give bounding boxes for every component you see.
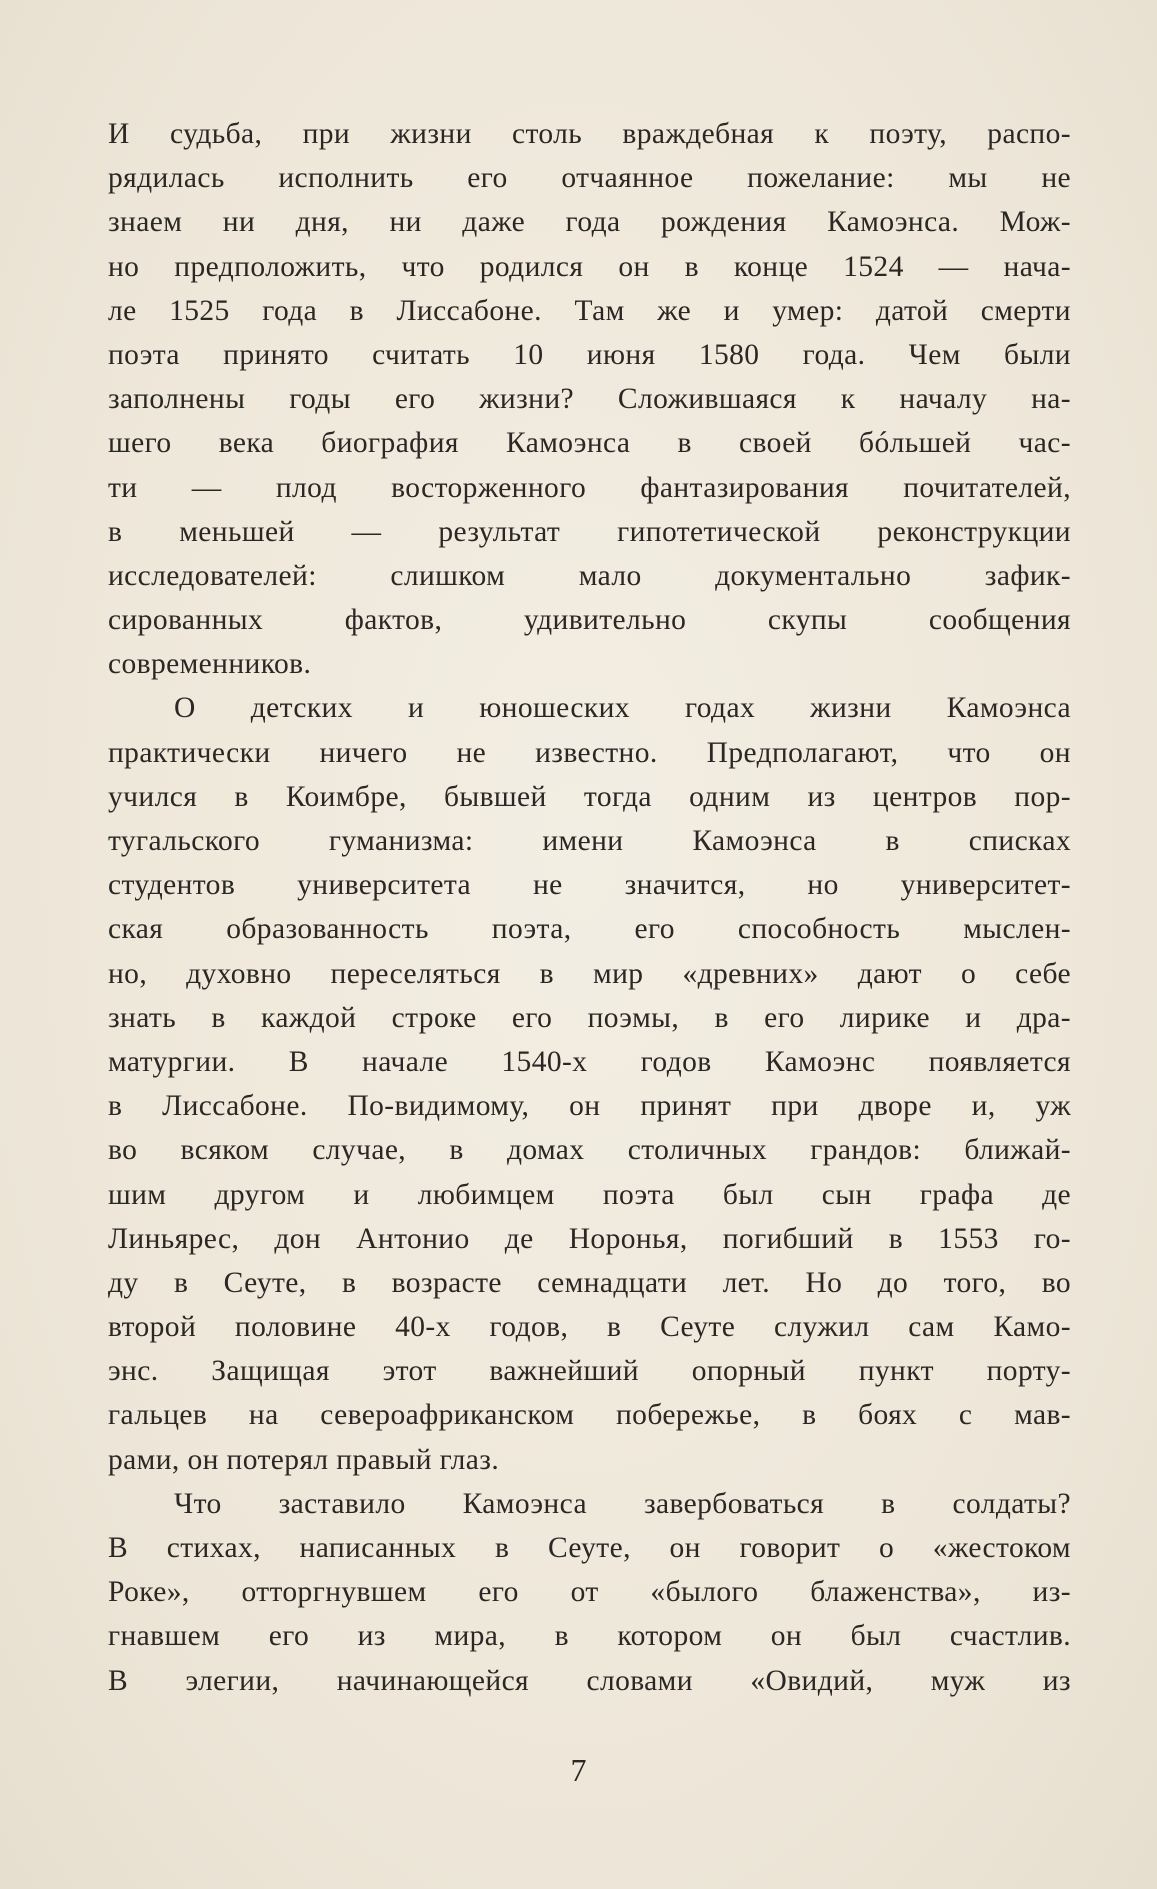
text-line: ле 1525 года в Лиссабоне. Там же и умер: датой смерти [108, 294, 1071, 327]
text-line: но предположить, что родился он в конце 1524 — нача- [108, 250, 1071, 283]
text-line: современников. [108, 648, 312, 681]
text-line: Что заставило Камоэнса завербоваться в солдаты? [174, 1487, 1071, 1520]
text-line: рядилась исполнить его отчаянное пожелание: мы не [108, 162, 1071, 195]
text-line: во всяком случае, в домах столичных грандов: ближай- [108, 1134, 1071, 1167]
paragraph-2 [108, 686, 1071, 1481]
text-line: но, духовно переселяться в мир «древних» дают о себе [108, 957, 1071, 990]
text-line: исследователей: слишком мало документально зафик- [108, 559, 1071, 592]
text-line: В стихах, написанных в Сеуте, он говорит о «жестоком [108, 1532, 1071, 1564]
text-line: матургии. В начале 1540-х годов Камоэнс появляется [108, 1045, 1071, 1078]
text-line: знаем ни дня, ни даже года рождения Камоэнса. Мож- [108, 206, 1071, 239]
text-line: Линьярес, дон Антонио де Норонья, погибший в 1553 го- [108, 1222, 1071, 1255]
text-line: ти — плод восторженного фантазирования почитателей, [108, 471, 1071, 504]
text-line: в меньшей — результат гипотетической реконструкции [108, 515, 1071, 548]
text-line: учился в Коимбре, бывшей тогда одним из центров пор- [108, 780, 1071, 813]
paragraph-1 [108, 112, 1071, 686]
text-line: практически ничего не известно. Предполагают, что он [108, 736, 1071, 769]
text-line: О детских и юношеских годах жизни Камоэнса [174, 692, 1071, 725]
text-line: шего века биография Камоэнса в своей бóльшей час- [108, 427, 1071, 460]
text-line: шим другом и любимцем поэта был сын графа де [108, 1178, 1071, 1211]
text-line: энс. Защищая этот важнейший опорный пункт порту- [108, 1355, 1071, 1388]
text-line: студентов университета не значится, но университет- [108, 869, 1071, 902]
page-number: 7 [570, 1752, 587, 1788]
text-line: И судьба, при жизни столь враждебная к поэту, распо- [108, 118, 1071, 150]
text-line: заполнены годы его жизни? Сложившаяся к началу на- [108, 383, 1071, 416]
text-line: гальцев на североафриканском побережье, в боях с мав- [108, 1399, 1071, 1432]
text-line: сированных фактов, удивительно скупы сообщения [108, 604, 1071, 637]
body-text [108, 112, 1071, 1703]
text-line: гнавшем его из мира, в котором он был счастлив. [108, 1620, 1071, 1653]
text-line: ду в Сеуте, в возрасте семнадцати лет. Но до того, во [108, 1266, 1071, 1299]
text-line: поэта принято считать 10 июня 1580 года. Чем были [108, 338, 1071, 371]
text-line: ская образованность поэта, его способность мыслен- [108, 913, 1071, 946]
text-line: Роке», отторгнувшем его от «былого блаженства», из- [108, 1576, 1071, 1609]
text-line: рами, он потерял правый глаз. [108, 1443, 500, 1476]
text-line: В элегии, начинающейся словами «Овидий, муж из [108, 1664, 1071, 1697]
paragraph-3 [108, 1482, 1071, 1703]
text-line: тугальского гуманизма: имени Камоэнса в списках [108, 825, 1071, 857]
text-line: знать в каждой строке его поэмы, в его лирике и дра- [108, 1001, 1071, 1034]
text-line: второй половине 40-х годов, в Сеуте служил сам Камо- [108, 1311, 1071, 1344]
text-line: в Лиссабоне. По-видимому, он принят при дворе и, уж [108, 1090, 1071, 1123]
